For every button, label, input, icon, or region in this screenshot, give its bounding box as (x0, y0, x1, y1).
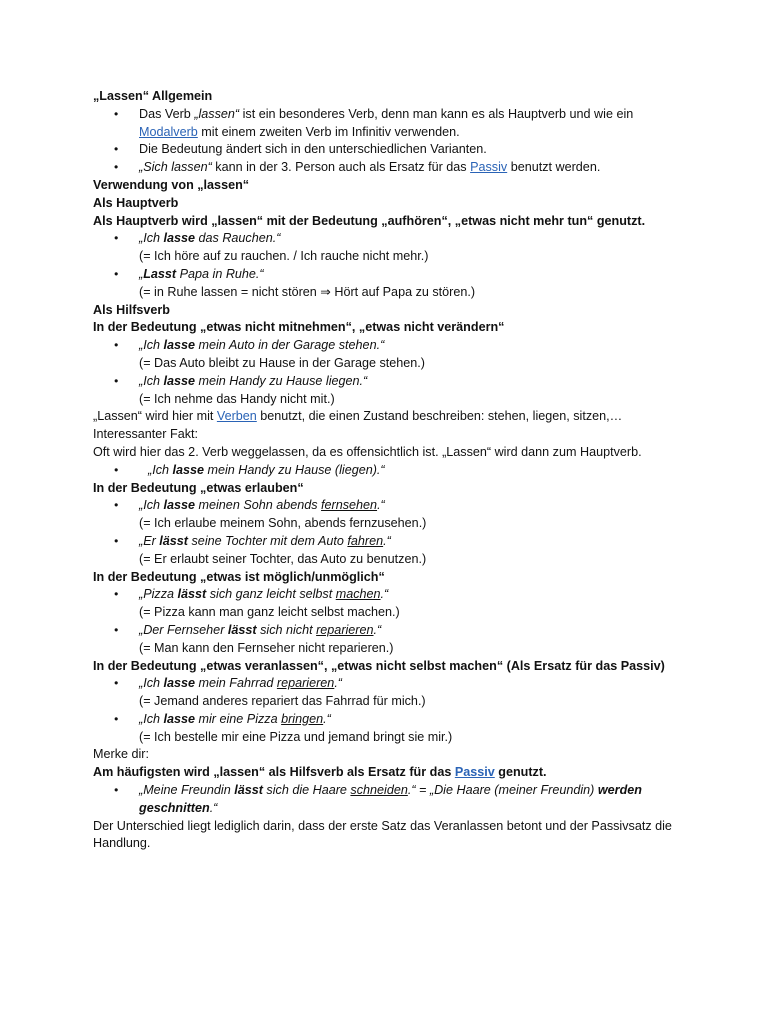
text: meinen Sohn abends (195, 498, 322, 513)
text: „Ich (139, 711, 164, 726)
document-page (93, 88, 683, 853)
merke-text (93, 764, 683, 782)
example-tochter-fahren (93, 533, 683, 551)
verb-bold: Lasst (143, 266, 177, 281)
text: Papa in Ruhe.“ (176, 266, 264, 281)
bullet-bedeutung: • Die Bedeutung ändert sich in den unterschiedlichen Varianten. (93, 141, 683, 159)
hauptverb-intro: Als Hauptverb wird „lassen“ mit der Bedeutung „aufhören“, „etwas nicht mehr tun“ genutzt. (93, 213, 646, 228)
link-passiv-merke[interactable]: Passiv (454, 765, 495, 780)
text: mein Auto in der Garage stehen.“ (195, 338, 385, 353)
text: mein Handy zu Hause liegen.“ (195, 373, 368, 388)
verb-bold: lasse (163, 498, 196, 513)
heading-lassen-allgemein: „Lassen“ Allgemein (93, 89, 213, 103)
example-rauchen-note: (= Ich höre auf zu rauchen. / Ich rauche nicht mehr.) (139, 249, 429, 264)
verben-line (93, 408, 683, 426)
text: „Ich (139, 498, 164, 513)
example-rauchen (93, 230, 683, 248)
text: .“ (377, 498, 385, 513)
verb-bold: lasse (163, 338, 196, 353)
text: „ (139, 266, 144, 281)
text: benutzt, die einen Zustand beschreiben: stehen, liegen, sitzen,… (256, 409, 623, 424)
text: mein Fahrrad (195, 676, 277, 691)
example-handy-liegen (93, 373, 683, 391)
text: ist ein besonderes Verb, denn man kann es als Hauptverb und wie ein (239, 106, 634, 121)
text: „Lassen“ wird hier mit (93, 409, 217, 424)
text: Das Verb (139, 106, 195, 121)
example-fernseher-reparieren (93, 622, 683, 640)
verb-underlined: fernsehen (321, 498, 378, 513)
fakt-text: Oft wird hier das 2. Verb weggelassen, da es offensichtlich ist. „Lassen“ wird dann zum Hauptverb. (93, 444, 642, 459)
example-handy-liegen-note: (= Ich nehme das Handy nicht mit.) (139, 391, 335, 406)
heading-hauptverb: Als Hauptverb (93, 195, 179, 210)
text: sich die Haare (262, 783, 351, 798)
example-handy-weggelassen (93, 462, 683, 480)
bullet-besonderes-verb (93, 106, 683, 142)
fakt-label: Interessanter Fakt: (93, 427, 198, 442)
verb-bold: werden geschnitten (139, 783, 642, 815)
heading-erlauben: In der Bedeutung „etwas erlauben“ (93, 480, 304, 495)
verb-bold: lasse (163, 711, 196, 726)
example-pizza-machen (93, 586, 683, 604)
text: „Ich (139, 231, 164, 246)
example-sohn-fernsehen-note: (= Ich erlaube meinem Sohn, abends fernzusehen.) (139, 516, 427, 531)
verb-bold: lasse (163, 231, 196, 246)
example-fernseher-reparieren-note: (= Man kann den Fernseher nicht reparieren.) (139, 640, 394, 655)
example-auto-garage (93, 337, 683, 355)
text: mit einem zweiten Verb im Infinitiv verwenden. (197, 124, 460, 139)
closing-paragraph: Der Unterschied liegt lediglich darin, dass der erste Satz das Veranlassen betont und der Passivsatz die Handlung. (93, 818, 672, 851)
example-auto-garage-note: (= Das Auto bleibt zu Hause in der Garage stehen.) (139, 355, 425, 370)
text: kann in der 3. Person auch als Ersatz für das (211, 160, 471, 175)
verb-underlined: machen (335, 587, 381, 602)
text: seine Tochter mit dem Auto (188, 533, 348, 548)
text: sich nicht (256, 622, 317, 637)
heading-verwendung: Verwendung von „lassen“ (93, 177, 250, 192)
verb-bold: lasse (163, 676, 196, 691)
text: .“ = „Die Haare (meiner Freundin) (407, 783, 598, 798)
verb-underlined: fahren (347, 533, 384, 548)
text: mir eine Pizza (195, 711, 282, 726)
heading-hilfsverb: Als Hilfsverb (93, 302, 170, 317)
verb-underlined: bringen (281, 711, 324, 726)
text: .“ (380, 587, 389, 602)
text: „Ich (139, 373, 164, 388)
text: „Ich (139, 338, 164, 353)
example-pizza-machen-note: (= Pizza kann man ganz leicht selbst machen.) (139, 605, 400, 620)
text: das Rauchen.“ (195, 231, 281, 246)
text: .“ (334, 676, 343, 691)
verb-underlined: schneiden (350, 783, 408, 798)
heading-moeglich: In der Bedeutung „etwas ist möglich/unmöglich“ (93, 569, 385, 584)
verb-underlined: reparieren (276, 676, 335, 691)
text: Am häufigsten wird „lassen“ als Hilfsverb als Ersatz für das (93, 765, 455, 780)
heading-mitnehmen: In der Bedeutung „etwas nicht mitnehmen“, „etwas nicht verändern“ (93, 320, 505, 335)
text: „Ich (139, 676, 164, 691)
text-italic: „Sich lassen“ (139, 160, 212, 175)
text-italic: „lassen“ (194, 106, 240, 121)
text: .“ (383, 533, 391, 548)
text: „Ich (148, 462, 173, 477)
example-pizza-bringen (93, 711, 683, 729)
text: „Meine Freundin (139, 783, 235, 798)
text: benutzt werden. (507, 160, 601, 175)
text: .“ (373, 622, 382, 637)
heading-veranlassen: In der Bedeutung „etwas veranlassen“, „etwas nicht selbst machen“ (Als Ersatz für das Passiv) (93, 658, 665, 673)
verb-bold: lasse (172, 462, 205, 477)
verb-bold: lasse (163, 373, 196, 388)
bullet-sich-lassen (93, 159, 683, 177)
verb-bold: lässt (227, 622, 257, 637)
text: sich ganz leicht selbst (206, 587, 336, 602)
example-fahrrad-reparieren (93, 675, 683, 693)
example-fahrrad-reparieren-note: (= Jemand anderes repariert das Fahrrad für mich.) (139, 694, 426, 709)
text: genutzt. (494, 765, 547, 780)
example-papa (93, 266, 683, 284)
text: .“ (323, 711, 331, 726)
example-sohn-fernsehen (93, 497, 683, 515)
merke-label: Merke dir: (93, 747, 149, 762)
verb-bold: lässt (177, 587, 207, 602)
text: .“ (209, 800, 218, 815)
link-modalverb[interactable]: Modalverb (139, 124, 198, 139)
example-pizza-bringen-note: (= Ich bestelle mir eine Pizza und jemand bringt sie mir.) (139, 729, 453, 744)
link-passiv[interactable]: Passiv (470, 160, 508, 175)
text: „Der Fernseher (139, 622, 228, 637)
verb-bold: lässt (234, 783, 263, 798)
text: „Er (139, 533, 160, 548)
text: mein Handy zu Hause (liegen).“ (204, 462, 385, 477)
example-haare-schneiden (93, 782, 683, 818)
link-verben[interactable]: Verben (216, 409, 257, 424)
verb-bold: lässt (159, 533, 189, 548)
text: „Pizza (139, 587, 178, 602)
verb-underlined: reparieren (316, 622, 374, 637)
example-papa-note: (= in Ruhe lassen = nicht stören ⇒ Hört auf Papa zu stören.) (139, 284, 476, 299)
example-tochter-fahren-note: (= Er erlaubt seiner Tochter, das Auto zu benutzen.) (139, 551, 427, 566)
